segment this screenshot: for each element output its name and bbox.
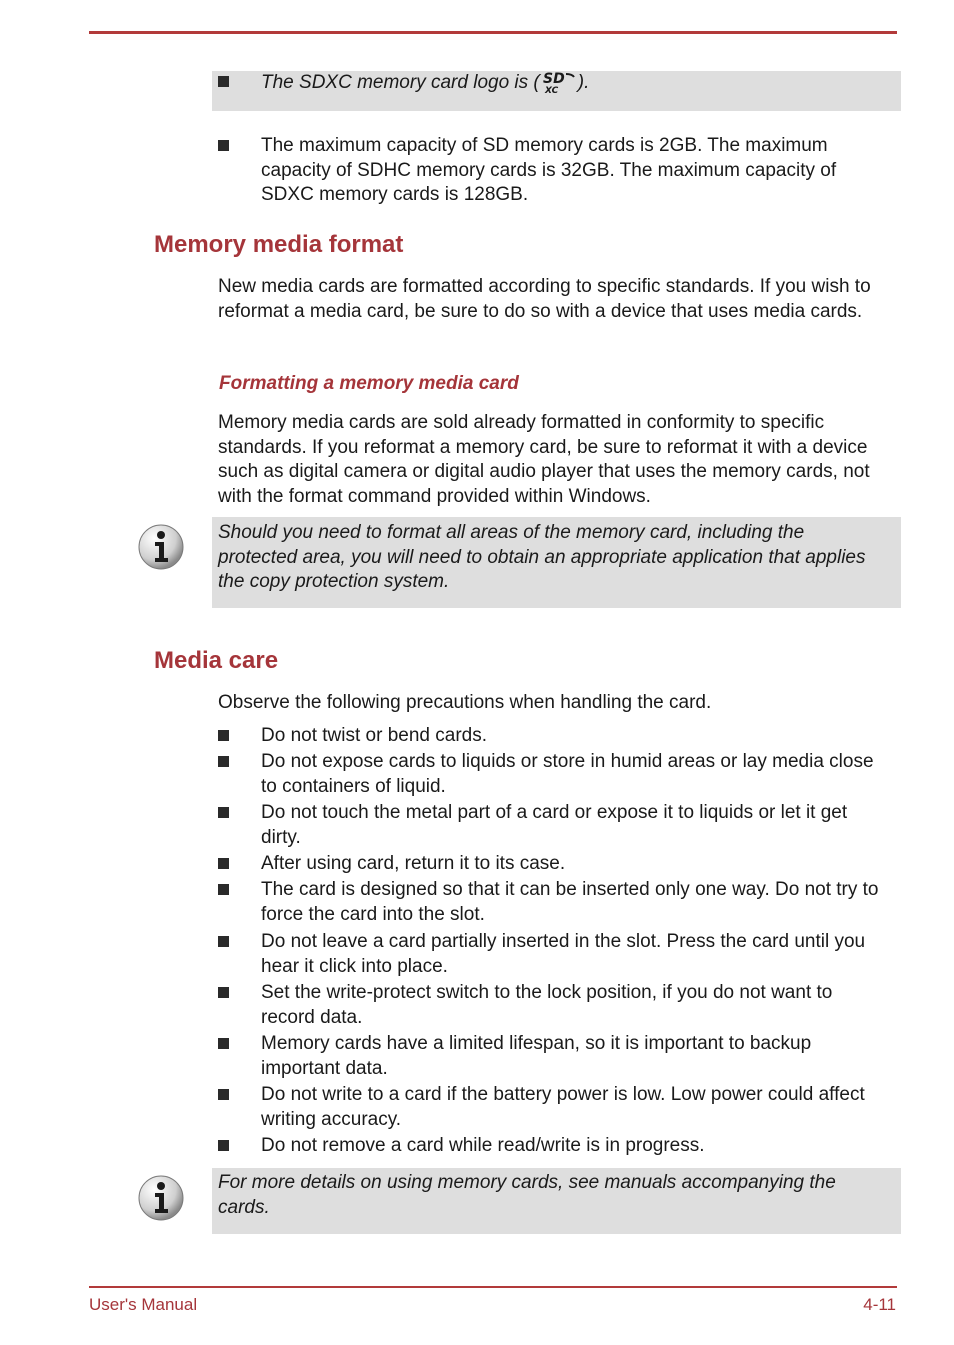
bullet-square bbox=[218, 1038, 229, 1049]
care-item: The card is designed so that it can be inserted only one way. Do not try to force the card into the slot. bbox=[261, 879, 879, 925]
care-item: Do not write to a card if the battery power is low. Low power could affect writing accuracy. bbox=[261, 1084, 865, 1130]
care-note-text: For more details on using memory cards, see manuals accompanying the cards. bbox=[218, 1172, 836, 1218]
top-rule bbox=[89, 31, 897, 34]
bullet-square bbox=[218, 756, 229, 767]
bullet-square bbox=[218, 140, 229, 151]
svg-text:SD: SD bbox=[542, 71, 565, 87]
care-item: Do not expose cards to liquids or store in humid areas or lay media close to containers of liquid. bbox=[261, 751, 874, 797]
svg-text:XC: XC bbox=[544, 86, 558, 94]
bullet-square bbox=[218, 1089, 229, 1100]
sdxc-note-before: The SDXC memory card logo is ( bbox=[261, 72, 540, 93]
care-item: Do not twist or bend cards. bbox=[261, 725, 487, 746]
section-heading-format: Memory media format bbox=[154, 231, 404, 258]
formatting-paragraph: Memory media cards are sold already formatted in conformity to specific standards. If you reformat a memory card, be sure to reformat it with a device such as digital camera or digital audio player that uses the memory cards, not with the format command provided within Windows. bbox=[218, 412, 870, 507]
sdxc-note-text bbox=[261, 70, 589, 96]
care-item: Do not touch the metal part of a card or expose it to liquids or let it get dirty. bbox=[261, 802, 848, 848]
care-item: After using card, return it to its case. bbox=[261, 853, 566, 874]
sdxc-logo-icon bbox=[540, 70, 578, 94]
care-item: Set the write-protect switch to the lock position, if you do not want to record data. bbox=[261, 982, 833, 1028]
info-icon bbox=[137, 523, 185, 571]
care-item: Memory cards have a limited lifespan, so it is important to backup important data. bbox=[261, 1033, 812, 1079]
section-heading-care: Media care bbox=[154, 647, 279, 674]
bullet-square bbox=[218, 730, 229, 741]
bullet-square bbox=[218, 987, 229, 998]
bullet-square bbox=[218, 76, 229, 87]
subheading-formatting: Formatting a memory media card bbox=[219, 373, 519, 394]
care-item: Do not remove a card while read/write is in progress. bbox=[261, 1135, 705, 1156]
bullet-square bbox=[218, 858, 229, 869]
bullet-square bbox=[218, 1140, 229, 1151]
bullet-square bbox=[218, 936, 229, 947]
care-intro: Observe the following precautions when handling the card. bbox=[218, 692, 712, 713]
format-paragraph: New media cards are formatted according to specific standards. If you wish to reformat a media card, be sure to do so with a device that uses media cards. bbox=[218, 276, 871, 322]
format-note-text: Should you need to format all areas of the memory card, including the protected area, you will need to obtain an appropriate application that applies the copy protection system. bbox=[218, 522, 866, 592]
capacity-bullet-text: The maximum capacity of SD memory cards is 2GB. The maximum capacity of SDHC memory cards is 32GB. The maximum capacity of SDXC memory cards is 128GB. bbox=[261, 135, 837, 205]
info-icon bbox=[137, 1174, 185, 1222]
bottom-rule bbox=[89, 1286, 897, 1288]
sdxc-note-after: ). bbox=[577, 72, 590, 93]
footer-manual-title: User's Manual bbox=[89, 1295, 198, 1314]
bullet-square bbox=[218, 884, 229, 895]
bullet-square bbox=[218, 807, 229, 818]
care-item: Do not leave a card partially inserted in the slot. Press the card until you hear it click into place. bbox=[261, 931, 866, 977]
footer-page-number: 4-11 bbox=[863, 1295, 896, 1314]
